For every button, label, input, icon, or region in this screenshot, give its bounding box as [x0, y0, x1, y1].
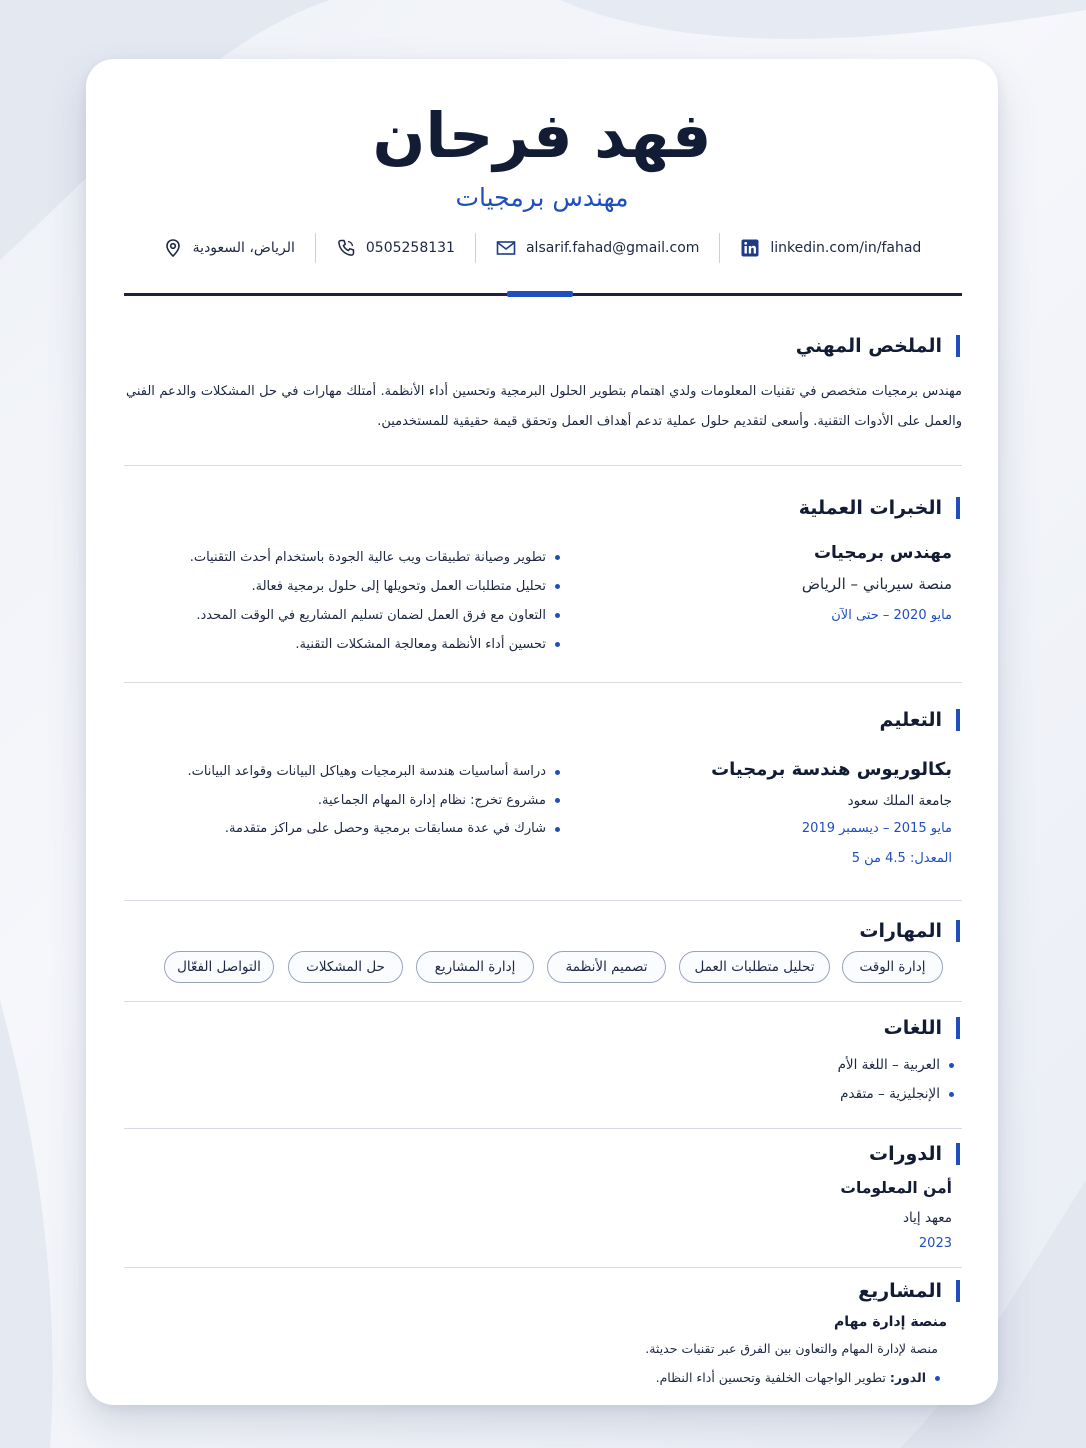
experience-bullets	[190, 543, 560, 659]
education-school: جامعة الملك سعود	[847, 793, 952, 809]
list-item: التعاون مع فرق العمل لضمان تسليم المشاريع في الوقت المحدد.	[190, 601, 560, 630]
contact-bar	[124, 231, 960, 265]
education-bullets	[187, 758, 560, 844]
list-item: تطوير وصيانة تطبيقات ويب عالية الجودة باستخدام أحدث التقنيات.	[190, 543, 560, 572]
experience-dates: مايو 2020 – حتى الآن	[831, 608, 952, 623]
section-divider	[124, 1267, 962, 1268]
section-heading-projects: المشاريع	[858, 1280, 960, 1302]
section-heading-experience: الخبرات العملية	[799, 497, 960, 519]
section-divider	[124, 682, 962, 683]
section-heading-summary: الملخص المهني	[796, 335, 960, 357]
section-divider	[124, 1128, 962, 1129]
location-text: الرياض، السعودية	[192, 240, 295, 256]
header-rule-accent	[507, 291, 573, 297]
skill-pill: حل المشكلات	[288, 951, 403, 983]
project-role-text: تطوير الواجهات الخلفية وتحسين أداء النظام.	[655, 1370, 886, 1385]
course-year: 2023	[918, 1236, 952, 1251]
contact-location	[143, 238, 315, 258]
mail-icon	[496, 238, 516, 258]
section-divider	[124, 465, 962, 466]
section-divider	[124, 1001, 962, 1002]
list-item: دراسة أساسيات هندسة البرمجيات وهياكل البيانات وقواعد البيانات.	[187, 758, 560, 787]
list-item: الإنجليزية – متقدم	[838, 1080, 954, 1109]
contact-linkedin[interactable]	[720, 238, 941, 258]
experience-role: مهندس برمجيات	[813, 543, 952, 563]
list-item	[656, 1365, 940, 1391]
location-pin-icon	[163, 238, 183, 258]
list-item: مشروع تخرج: نظام إدارة المهام الجماعية.	[187, 787, 560, 816]
phone-icon	[336, 238, 356, 258]
phone-text: 0505258131	[365, 240, 455, 256]
education-dates: مايو 2015 – ديسمبر 2019	[801, 821, 952, 836]
linkedin-text: linkedin.com/in/fahad	[770, 240, 922, 256]
list-item: العربية – اللغة الأم	[838, 1051, 954, 1080]
skill-pill: التواصل الفعّال	[164, 951, 274, 983]
job-title: مهندس برمجيات	[455, 183, 629, 212]
list-item: شارك في عدة مسابقات برمجية وحصل على مراكز متقدمة.	[187, 815, 560, 844]
project-role-list	[656, 1365, 940, 1391]
experience-company: منصة سيرباني – الرياض	[801, 575, 952, 593]
section-heading-languages: اللغات	[884, 1017, 960, 1039]
list-item: تحسين أداء الأنظمة ومعالجة المشكلات التقنية.	[190, 630, 560, 659]
project-description: منصة لإدارة المهام والتعاون بين الفرق عبر تقنيات حديثة.	[645, 1341, 938, 1356]
summary-text: مهندس برمجيات متخصص في تقنيات المعلومات ولدي اهتمام بتطوير الحلول البرمجية وتحسين أداء الأنظمة. أمتلك مهارات في حل المشكلات والدعم الفني والعمل على الأدوات التقنية. وأسعى لتقديم حلول عملية تدعم أهداف العمل وتحقق قيمة حقيقية للمستخدمين.	[126, 384, 962, 429]
section-divider	[124, 900, 962, 901]
course-institute: معهد إياد	[903, 1210, 952, 1226]
candidate-name: فهد فرحان	[372, 99, 712, 172]
education-gpa: المعدل: 4.5 من 5	[851, 851, 952, 866]
contact-phone[interactable]	[316, 238, 475, 258]
section-heading-courses: الدورات	[869, 1143, 960, 1165]
linkedin-icon	[740, 238, 760, 258]
project-role-label: الدور:	[889, 1370, 926, 1385]
project-name: منصة إدارة مهام	[834, 1314, 947, 1330]
skill-pill: إدارة الوقت	[842, 951, 943, 983]
skill-pill: إدارة المشاريع	[416, 951, 534, 983]
resume-card	[86, 59, 998, 1405]
education-degree: بكالوريوس هندسة برمجيات	[711, 759, 952, 780]
languages-list	[838, 1051, 954, 1109]
skill-pill: تحليل متطلبات العمل	[679, 951, 830, 983]
skill-pill: تصميم الأنظمة	[547, 951, 666, 983]
email-text: alsarif.fahad@gmail.com	[525, 240, 700, 256]
course-name: أمن المعلومات	[840, 1179, 952, 1197]
section-heading-skills: المهارات	[859, 920, 960, 942]
list-item: تحليل متطلبات العمل وتحويلها إلى حلول برمجية فعالة.	[190, 572, 560, 601]
contact-email[interactable]	[476, 238, 719, 258]
section-heading-education: التعليم	[879, 709, 960, 731]
